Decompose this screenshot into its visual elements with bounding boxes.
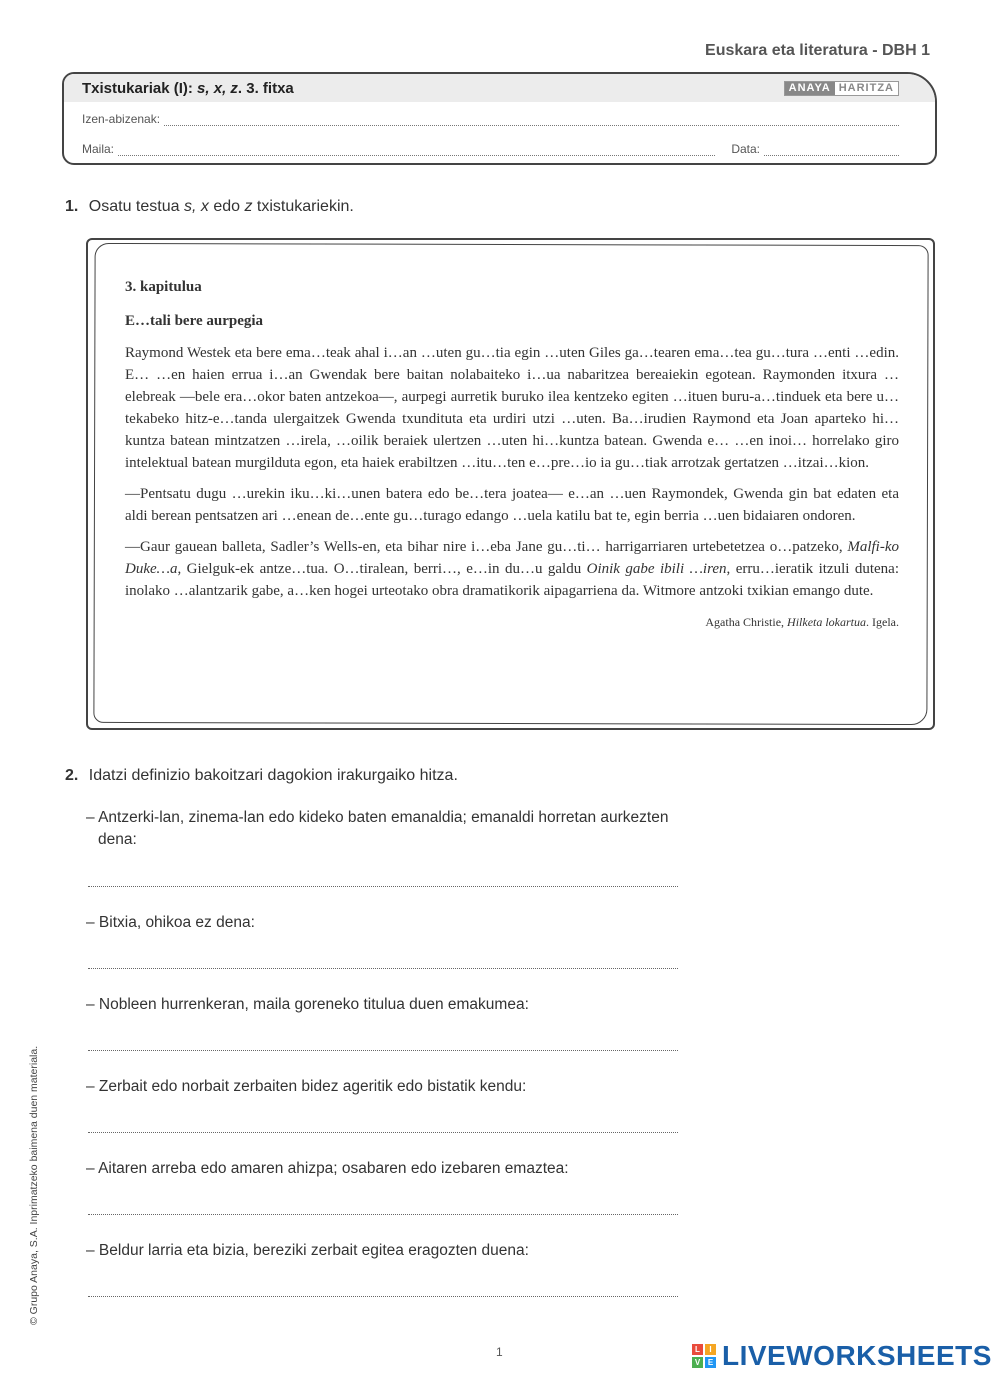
answer-line[interactable] xyxy=(88,1131,678,1133)
exercise-2-number: 2. xyxy=(65,767,79,784)
brand-icon-letter: L xyxy=(692,1344,703,1355)
name-field-row xyxy=(82,112,899,126)
paragraph-text: —Gaur gauean balleta, Sadler’s Wells-en, eta bihar nire i…eba Jane gu…ti… harrigarriaren urtebetetzea o…patzeko, xyxy=(125,539,843,555)
brand-icon-letter: I xyxy=(705,1344,716,1355)
source-book: Hilketa lokartua xyxy=(787,615,867,629)
date-input[interactable] xyxy=(764,145,899,156)
source-citation xyxy=(125,611,899,633)
instruction-text: edo xyxy=(213,198,241,215)
logo-right: HARITZA xyxy=(835,82,898,95)
instruction-text: Osatu testua xyxy=(88,198,180,215)
answer-line[interactable] xyxy=(88,967,678,969)
definition-text: – Beldur larria eta bizia, bereziki zerbait egitea eragozten duena: xyxy=(86,1242,529,1259)
name-input[interactable] xyxy=(164,115,899,126)
source-author: Agatha Christie, xyxy=(705,615,785,629)
class-input[interactable] xyxy=(118,145,715,156)
definition-item xyxy=(86,807,686,851)
title-suffix: . 3. fitxa xyxy=(237,80,294,97)
definition-text: – Antzerki-lan, zinema-lan edo kideko baten emanaldia; emanaldi horretan aurkezten dena: xyxy=(86,809,669,848)
definition-item xyxy=(86,994,686,1016)
worksheet-header xyxy=(62,72,937,165)
answer-line[interactable] xyxy=(88,885,678,887)
definition-text: – Aitaren arreba edo amaren ahizpa; osabaren edo izebaren emaztea: xyxy=(86,1160,569,1177)
definition-item xyxy=(86,912,686,934)
paragraph-text: , erru…ieratik itzuli dutena: inolako …alantzarik gabe, a…ken hogei urteotako obra dramatikorik aipagarriena da. Witmore antzoki txikian emango dute. xyxy=(125,561,899,599)
answer-line[interactable] xyxy=(88,1049,678,1051)
header-title-bar xyxy=(64,74,935,102)
paragraph: Raymond Westek eta bere ema…teak ahal i…an …uten gu…tia egin …uten Giles ga…tearen ema…tea gu…tura …enti …edin. E… …en haien errua i…an Gwendak bere baitan nolabaiteko i…ua nabaritzea bereaiekin egotean. Raymonden itxura …elebreak —bele era…okor baten antzekoa—, aurpegi aurretik buruko ilea kentzeko egiten …ituen buru-a…tinduek eta bere u…tekabeko hitz-e…tanda ulergaitzek Gwenda txundituta eta urdiri utzi …uten. Ba…irudien Raymond eta Joan aparteko hi…kuntza batean mintzatzen …irela, …oilik beraiek ulertzen …uten hi…kuntza batean. Gwenda e… …en inoi… horrelako giro intelektual batean murgilduta egon, eta haiek erabiltzen …itu…ten e…pre…io ia gu…tiak arrotzak gertatzen …itzai…kion. xyxy=(125,345,899,471)
exercise-2-instruction xyxy=(65,767,458,785)
instruction-text: Idatzi definizio bakoitzari dagokion irakurgaiko hitza. xyxy=(88,767,458,784)
definition-text: – Bitxia, ohikoa ez dena: xyxy=(86,914,255,931)
reading-text xyxy=(125,276,899,633)
brand-icon-letter: V xyxy=(692,1357,703,1368)
logo-left: ANAYA xyxy=(785,82,835,95)
instruction-text: txistukariekin. xyxy=(256,198,354,215)
worksheet-title xyxy=(82,80,294,97)
definition-item xyxy=(86,1076,686,1098)
exercise-1-number: 1. xyxy=(65,198,79,215)
name-label: Izen-abizenak: xyxy=(82,112,161,126)
date-label: Data: xyxy=(731,142,760,156)
paragraph-text: , Gielguk-ek antze…tua. O…tiralean, berri…, e…in du…u galdu xyxy=(177,561,582,577)
definition-item xyxy=(86,1158,686,1180)
title-prefix: Txistukariak (I): xyxy=(82,80,193,97)
brand-name: LIVEWORKSHEETS xyxy=(722,1340,992,1371)
definition-text: – Zerbait edo norbait zerbaiten bidez ageritik edo bistatik kendu: xyxy=(86,1078,527,1095)
liveworksheets-brand xyxy=(692,1340,992,1372)
chapter-heading: 3. kapitulua xyxy=(125,279,202,295)
copyright-notice: © Grupo Anaya, S.A. Inprimatzeko baimena duen materiala. xyxy=(28,1045,40,1325)
definition-text: – Nobleen hurrenkeran, maila goreneko titulua duen emakumea: xyxy=(86,996,529,1013)
section-title: E…tali bere aurpegia xyxy=(125,313,264,329)
play-title: Oinik gabe ibili …iren xyxy=(586,561,727,577)
publisher-logo xyxy=(784,81,899,96)
answer-line[interactable] xyxy=(88,1213,678,1215)
definition-item xyxy=(86,1240,686,1262)
subject-header: Euskara eta literatura - DBH 1 xyxy=(705,42,930,59)
source-publisher: . Igela. xyxy=(866,615,899,629)
play-title: Malfi-ko Duke…a xyxy=(125,539,899,577)
brand-icon-letter: E xyxy=(705,1357,716,1368)
class-date-row xyxy=(82,142,899,156)
class-label: Maila: xyxy=(82,142,115,156)
exercise-1-instruction xyxy=(65,198,354,216)
paragraph: —Pentsatu dugu …urekin iku…ki…unen batera edo be…tera joatea— e…an …uen Raymondek, Gwenda gin bat edaten eta aldi berean pentsatzen ari …enean de…ente gu…turago edango …uela katilu bat te, egin berria …uen bidaiaren ondoren. xyxy=(125,486,899,524)
answer-line[interactable] xyxy=(88,1295,678,1297)
paragraph xyxy=(125,536,899,602)
instruction-letter-z: z xyxy=(244,198,253,215)
title-letters: s, x, z xyxy=(197,80,238,97)
instruction-letters: s, x xyxy=(183,198,209,215)
liveworksheets-icon xyxy=(692,1344,716,1368)
page-number: 1 xyxy=(496,1345,503,1359)
